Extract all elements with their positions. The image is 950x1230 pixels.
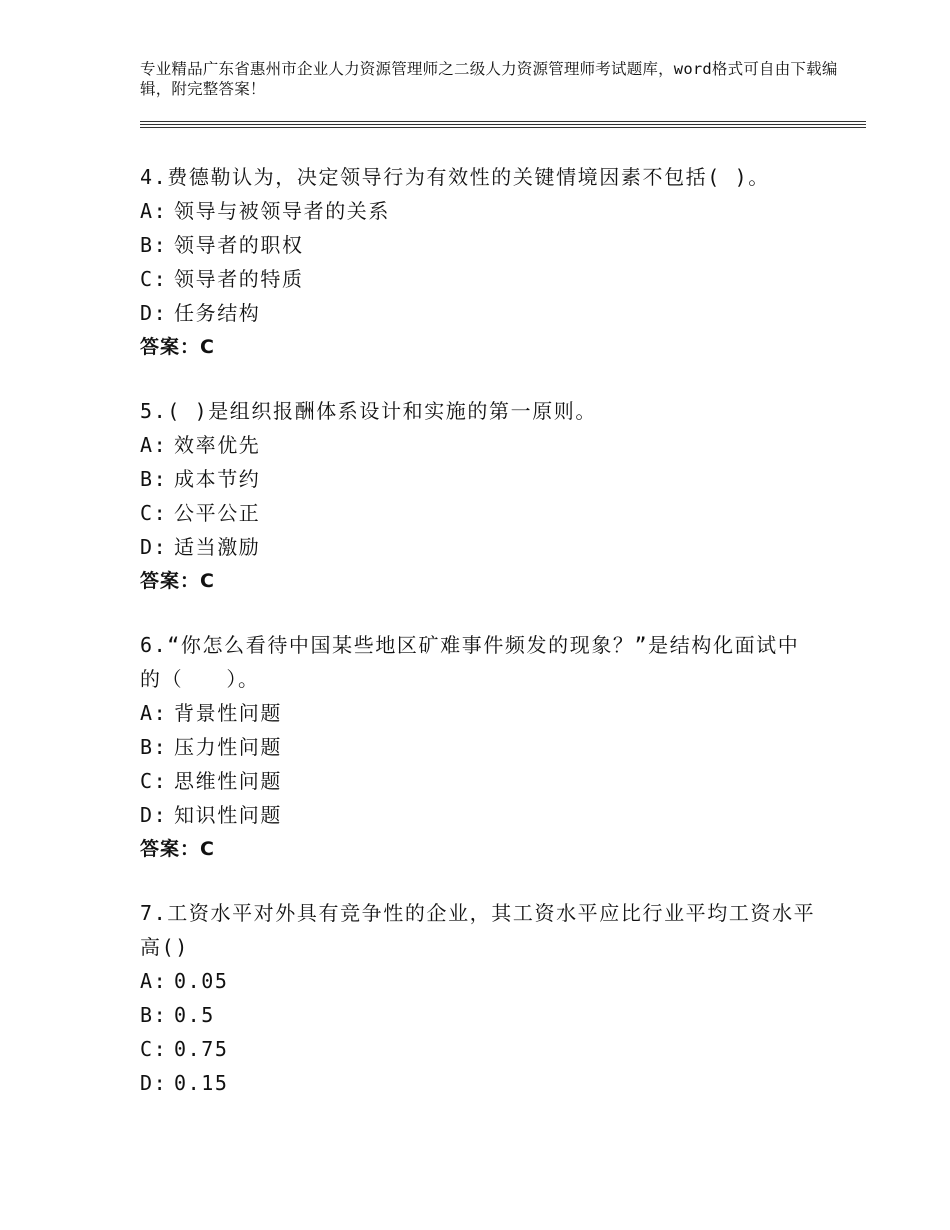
option-d bbox=[140, 798, 820, 832]
question-4 bbox=[140, 160, 820, 364]
option-key: C: bbox=[140, 501, 168, 525]
answer-label: 答案：C bbox=[140, 838, 215, 860]
option-text: 领导与被领导者的关系 bbox=[174, 199, 390, 223]
option-key: C: bbox=[140, 769, 168, 793]
option-key: A: bbox=[140, 433, 168, 457]
question-stem: 7.工资水平对外具有竞争性的企业，其工资水平应比行业平均工资水平高() bbox=[140, 901, 816, 959]
question-7 bbox=[140, 896, 820, 1100]
document-header: 专业精品广东省惠州市企业人力资源管理师之二级人力资源管理师考试题库，word格式可自由下载编辑，附完整答案！ bbox=[140, 60, 838, 98]
option-text: 思维性问题 bbox=[174, 769, 282, 793]
option-key: A: bbox=[140, 199, 168, 223]
option-d bbox=[140, 296, 820, 330]
option-key: B: bbox=[140, 1003, 168, 1027]
option-key: C: bbox=[140, 1037, 168, 1061]
option-text: 效率优先 bbox=[174, 433, 261, 457]
option-key: D: bbox=[140, 301, 168, 325]
option-text: 领导者的特质 bbox=[174, 267, 304, 291]
option-key: D: bbox=[140, 1071, 168, 1095]
option-key: C: bbox=[140, 267, 168, 291]
option-b bbox=[140, 998, 820, 1032]
question-6 bbox=[140, 628, 820, 866]
option-d bbox=[140, 1066, 820, 1100]
header-rule-top bbox=[140, 121, 866, 122]
option-text: 公平公正 bbox=[174, 501, 261, 525]
option-text: 0.05 bbox=[174, 969, 229, 993]
option-b bbox=[140, 730, 820, 764]
option-key: B: bbox=[140, 233, 168, 257]
option-text: 知识性问题 bbox=[174, 803, 282, 827]
option-d bbox=[140, 530, 820, 564]
header-rule-bottom bbox=[140, 127, 866, 128]
option-key: A: bbox=[140, 969, 168, 993]
option-c bbox=[140, 1032, 820, 1066]
question-5 bbox=[140, 394, 820, 598]
option-text: 0.75 bbox=[174, 1037, 229, 1061]
question-stem: 6.“你怎么看待中国某些地区矿难事件频发的现象？”是结构化面试中的（ ）。 bbox=[140, 633, 800, 691]
option-text: 适当激励 bbox=[174, 535, 261, 559]
question-list bbox=[140, 160, 820, 1130]
option-key: B: bbox=[140, 735, 168, 759]
option-a bbox=[140, 696, 820, 730]
option-a bbox=[140, 964, 820, 998]
answer-label: 答案：C bbox=[140, 336, 215, 358]
option-a bbox=[140, 194, 820, 228]
option-text: 任务结构 bbox=[174, 301, 261, 325]
option-key: D: bbox=[140, 535, 168, 559]
option-text: 0.5 bbox=[174, 1003, 215, 1027]
option-b bbox=[140, 462, 820, 496]
answer-label: 答案：C bbox=[140, 570, 215, 592]
option-key: A: bbox=[140, 701, 168, 725]
option-key: D: bbox=[140, 803, 168, 827]
option-b bbox=[140, 228, 820, 262]
option-a bbox=[140, 428, 820, 462]
option-c bbox=[140, 764, 820, 798]
question-stem: 5.( )是组织报酬体系设计和实施的第一原则。 bbox=[140, 399, 598, 423]
option-c bbox=[140, 496, 820, 530]
option-c bbox=[140, 262, 820, 296]
option-text: 成本节约 bbox=[174, 467, 261, 491]
question-stem: 4.费德勒认为，决定领导行为有效性的关键情境因素不包括( )。 bbox=[140, 165, 770, 189]
header-rule-middle bbox=[140, 124, 866, 125]
option-text: 0.15 bbox=[174, 1071, 229, 1095]
option-text: 领导者的职权 bbox=[174, 233, 304, 257]
option-key: B: bbox=[140, 467, 168, 491]
option-text: 背景性问题 bbox=[174, 701, 282, 725]
option-text: 压力性问题 bbox=[174, 735, 282, 759]
